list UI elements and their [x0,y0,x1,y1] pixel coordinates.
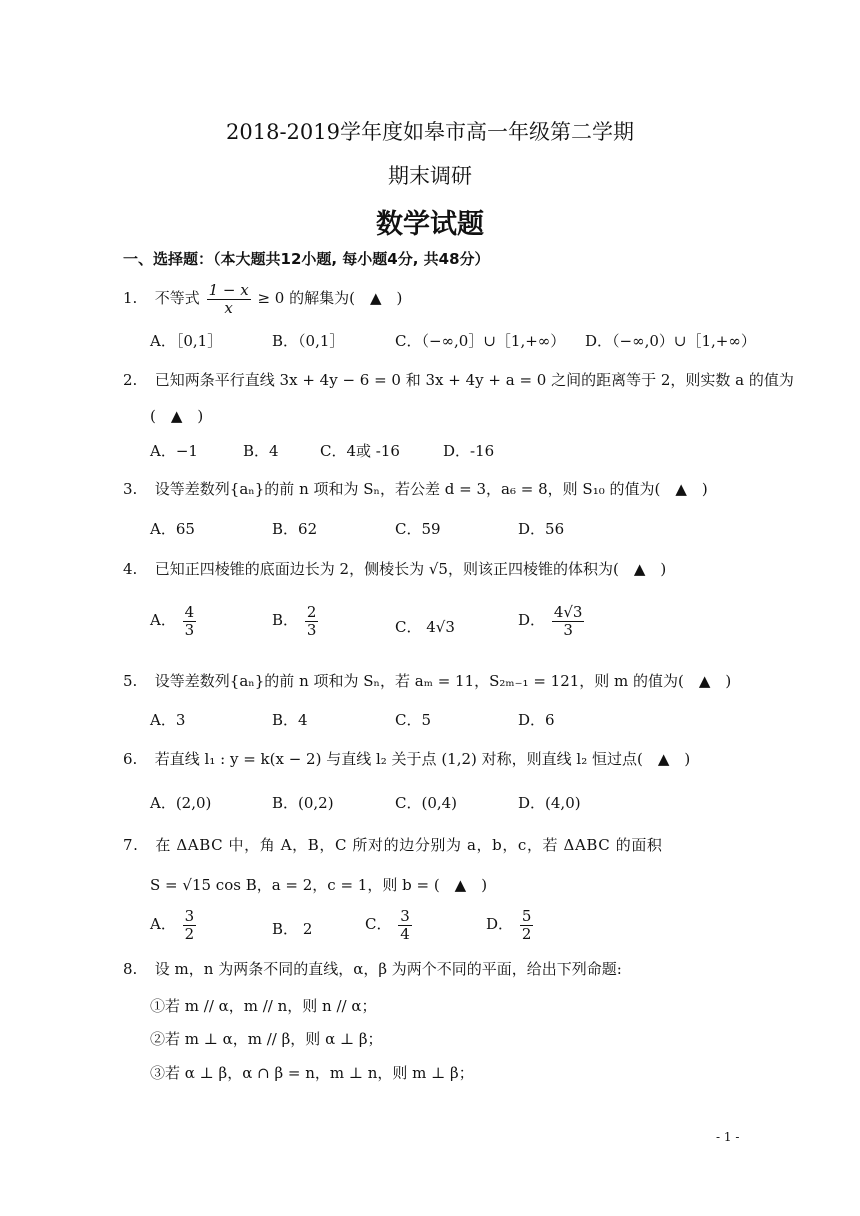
option-label: B． [272,920,299,938]
option-c: C．4或 -16 [320,442,400,460]
fraction-denominator: 4 [400,924,410,943]
fraction-numerator: 3 [400,907,410,925]
question-4 [123,558,666,579]
fraction-numerator: 3 [184,907,195,925]
fraction [183,908,197,942]
option-a: A．65 [150,520,195,538]
option-d [518,604,586,638]
option-b: B．62 [272,520,318,538]
option-label: A． [150,915,176,933]
question-number: 1. [123,289,138,307]
page-number: - 1 - [716,1130,740,1144]
question-number: 2. [123,371,138,389]
option-label: A． [150,611,176,629]
question-number: 4. [123,560,138,578]
fraction-numerator: 4√3 [553,603,583,621]
option-d: D．56 [518,520,565,538]
fraction-denominator: 2 [521,924,532,943]
question-3 [123,478,708,499]
option-c: C．59 [395,520,441,538]
option-a: A．3 [150,711,186,729]
section-heading: 一、选择题：（本大题共12小题, 每小题4分, 共48分） [123,250,490,268]
question-2 [123,369,794,390]
option-b [272,918,312,939]
question-stem: 在 ΔABC 中，角 A，B，C 所对的边分别为 a，b，c，若 ΔABC 的面积 [155,836,663,854]
option-label: C． [365,915,392,933]
option-label: B． [272,611,299,629]
fraction-denominator: 3 [563,620,573,639]
option-b: B．（0,1］ [272,332,345,350]
option-label: C． [395,618,422,636]
proposition-3: ③若 α ⊥ β，α ∩ β = n，m ⊥ n，则 m ⊥ β； [150,1064,474,1082]
option-a [150,908,198,942]
option-d: D．(4,0) [518,794,581,812]
option-c: C．（−∞,0］∪［1,+∞） [395,332,566,350]
option-a [150,604,198,638]
question-stem-continued: ( ▲ ) [150,407,204,425]
question-number: 7. [123,836,139,854]
option-b: B．4 [272,711,308,729]
fraction [207,282,251,316]
option-c: C．(0,4) [395,794,458,812]
exam-title-subject: 数学试题 [376,209,484,240]
fraction-denominator: 3 [184,620,195,639]
question-stem: 设等差数列{aₙ}的前 n 项和为 Sₙ，若 aₘ = 11，S₂ₘ₋₁ = 121，则 m 的值为( ▲ ) [154,672,732,690]
fraction [398,908,412,942]
question-number: 6. [123,750,138,768]
fraction [520,908,534,942]
option-b [272,604,320,638]
question-stem-continued: S = √15 cos B，a = 2，c = 1，则 b = ( ▲ ) [150,876,488,894]
question-stem: 若直线 l₁ : y = k(x − 2) 与直线 l₂ 关于点 (1,2) 对称，则直线 l₂ 恒过点( ▲ ) [154,750,691,768]
option-d: D．（−∞,0）∪［1,+∞） [585,332,756,350]
question-5 [123,670,731,691]
question-stem-end: ≥ 0 的解集为( ▲ ) [257,289,403,307]
question-stem: 不等式 [154,289,200,307]
option-d [486,908,535,942]
question-number: 3. [123,480,138,498]
option-label: D． [486,915,514,933]
fraction-numerator: 2 [306,603,317,621]
fraction-numerator: 5 [521,907,532,925]
proposition-1: ①若 m // α，m // n，则 n // α； [150,997,377,1015]
option-c [365,908,414,942]
option-label: D． [518,611,546,629]
question-6 [123,748,690,769]
fraction [305,604,319,638]
option-d: D．6 [518,711,555,729]
question-stem: 设等差数列{aₙ}的前 n 项和为 Sₙ，若公差 d = 3，a₆ = 8，则 S₁₀ 的值为( ▲ ) [154,480,708,498]
question-7 [123,834,663,855]
question-stem: 已知正四棱锥的底面边长为 2，侧棱长为 √5，则该正四棱锥的体积为( ▲ ) [154,560,667,578]
question-stem: 设 m，n 为两条不同的直线，α，β 为两个不同的平面，给出下列命题: [154,960,622,978]
fraction-numerator: 4 [184,603,195,621]
option-a: A．(2,0) [150,794,212,812]
option-value: 2 [302,920,313,938]
fraction-denominator: 3 [306,620,317,639]
fraction-denominator: x [224,298,233,317]
question-number: 8. [123,960,138,978]
option-c [395,616,455,637]
fraction [183,604,197,638]
question-1 [123,282,402,316]
option-c: C．5 [395,711,432,729]
question-number: 5. [123,672,138,690]
option-a: A．−1 [150,442,198,460]
question-8 [123,958,622,979]
question-stem: 已知两条平行直线 3x + 4y − 6 = 0 和 3x + 4y + a = 0 之间的距离等于 2，则实数 a 的值为 [154,371,794,389]
fraction-denominator: 2 [184,924,195,943]
option-a: A．［0,1］ [150,332,223,350]
exam-title-line2: 期末调研 [388,164,472,188]
proposition-2: ②若 m ⊥ α，m // β，则 α ⊥ β； [150,1030,383,1048]
option-b: B．(0,2) [272,794,334,812]
fraction [552,604,585,638]
option-d: D．-16 [443,442,495,460]
fraction-numerator: 1 − x [208,281,249,299]
option-value: 4√3 [426,618,455,636]
exam-title-line1: 2018-2019学年度如皋市高一年级第二学期 [226,120,634,144]
option-b: B．4 [243,442,279,460]
